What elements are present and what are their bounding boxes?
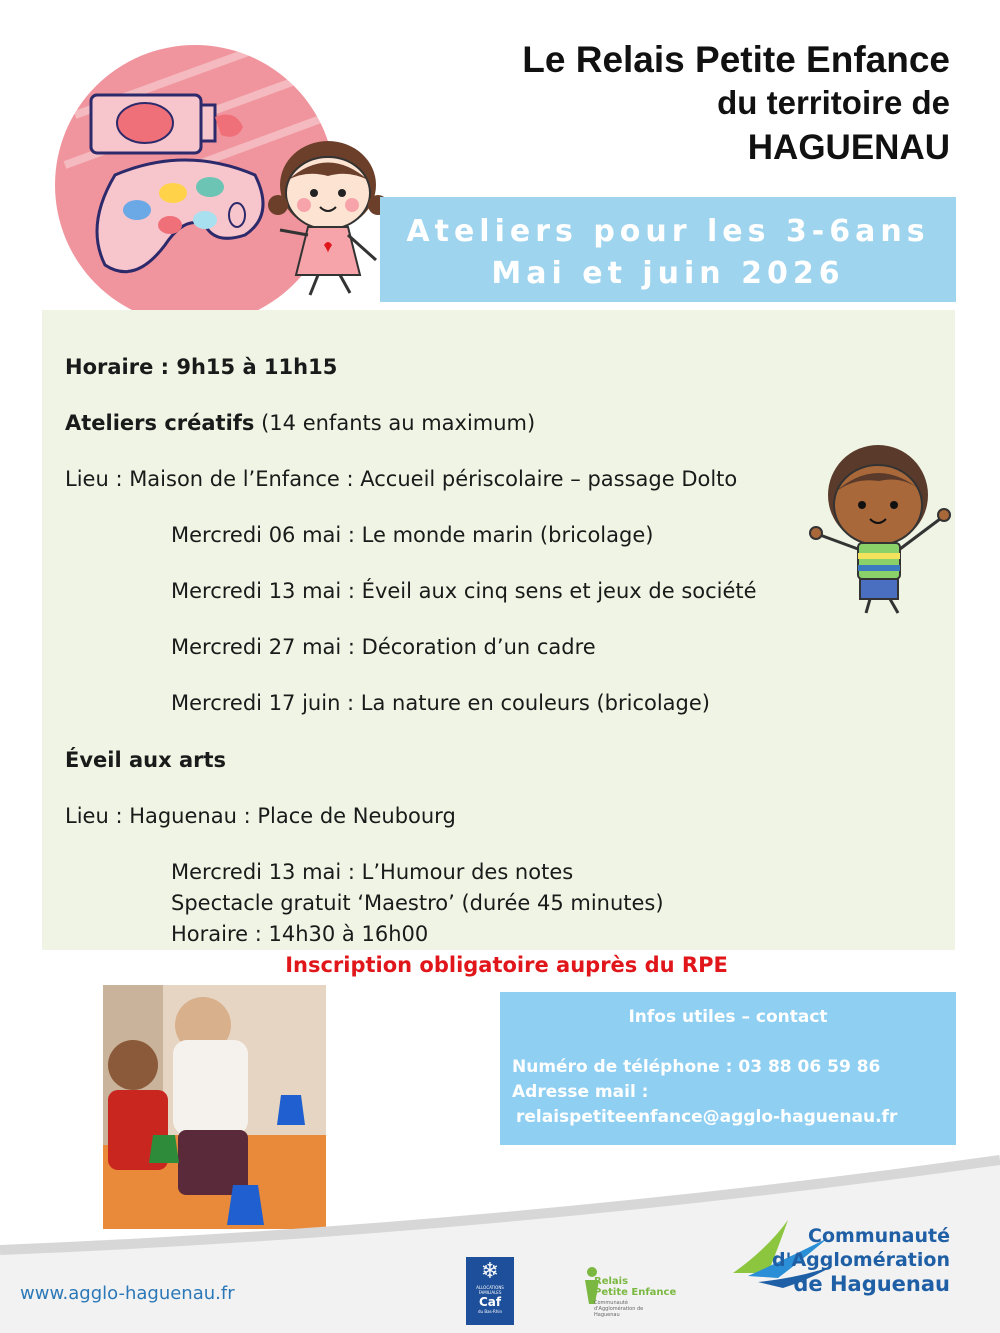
ateliers-title: Ateliers créatifs [65,411,255,435]
eveil-line: Spectacle gratuit ‘Maestro’ (durée 45 minutes) [171,891,664,915]
banner-line-2: Mai et juin 2026 [491,256,845,291]
caf-label: Caf [478,1295,502,1309]
agglo-logo [728,1218,978,1313]
title-banner [380,197,956,302]
eveil-heading: Éveil aux arts [65,748,227,772]
caf-label-small: ALLOCATIONS FAMILIALES [476,1285,504,1295]
snowflake-icon: ❄ [480,1259,500,1284]
inscription-notice: Inscription obligatoire auprès du RPE [285,953,728,977]
contact-mail[interactable]: relaispetiteenfance@agglo-haguenau.fr [516,1107,898,1127]
content-panel [42,310,955,950]
contact-title: Infos utiles – contact [628,1007,828,1027]
session-item: Mercredi 27 mai : Décoration d’un cadre [171,635,596,659]
title-line-2: du territoire de [717,84,950,121]
title-line-1: Le Relais Petite Enfance [522,39,950,80]
horaire-text: Horaire : 9h15 à 11h15 [65,355,338,379]
ateliers-heading [65,411,535,435]
rpe-logo [582,1262,692,1326]
boy-illustration [800,435,965,620]
session-item: Mercredi 13 mai : Éveil aux cinq sens et jeux de société [171,579,757,603]
title-line-3: HAGUENAU [747,128,950,167]
agglo-name: Communauté d'Agglomération de Haguenau [772,1225,950,1296]
lieu-1-text: Lieu : Maison de l’Enfance : Accueil périscolaire – passage Dolto [65,467,738,491]
eveil-line: Horaire : 14h30 à 16h00 [171,922,429,946]
lieu-2-text: Lieu : Haguenau : Place de Neubourg [65,804,456,828]
rpe-name: Relais Petite Enfance [594,1276,677,1298]
caf-region: du Bas-Rhin [477,1309,503,1314]
session-item: Mercredi 17 juin : La nature en couleurs (bricolage) [171,691,710,715]
rpe-subtitle: Communauté d'Agglomération de Haguenau [594,1300,644,1318]
ateliers-note: (14 enfants au maximum) [254,411,536,435]
contact-phone[interactable]: Numéro de téléphone : 03 88 06 59 86 [512,1057,881,1077]
header-title [522,38,950,172]
banner-line-1: Ateliers pour les 3-6ans [406,214,930,249]
contact-mail-label: Adresse mail : [512,1082,649,1102]
website-link[interactable]: www.agglo-haguenau.fr [20,1283,235,1304]
session-item: Mercredi 06 mai : Le monde marin (bricolage) [171,523,654,547]
girl-illustration [258,135,398,305]
contact-box [500,992,956,1145]
eveil-line: Mercredi 13 mai : L’Humour des notes [171,860,574,884]
caf-logo [466,1257,514,1325]
